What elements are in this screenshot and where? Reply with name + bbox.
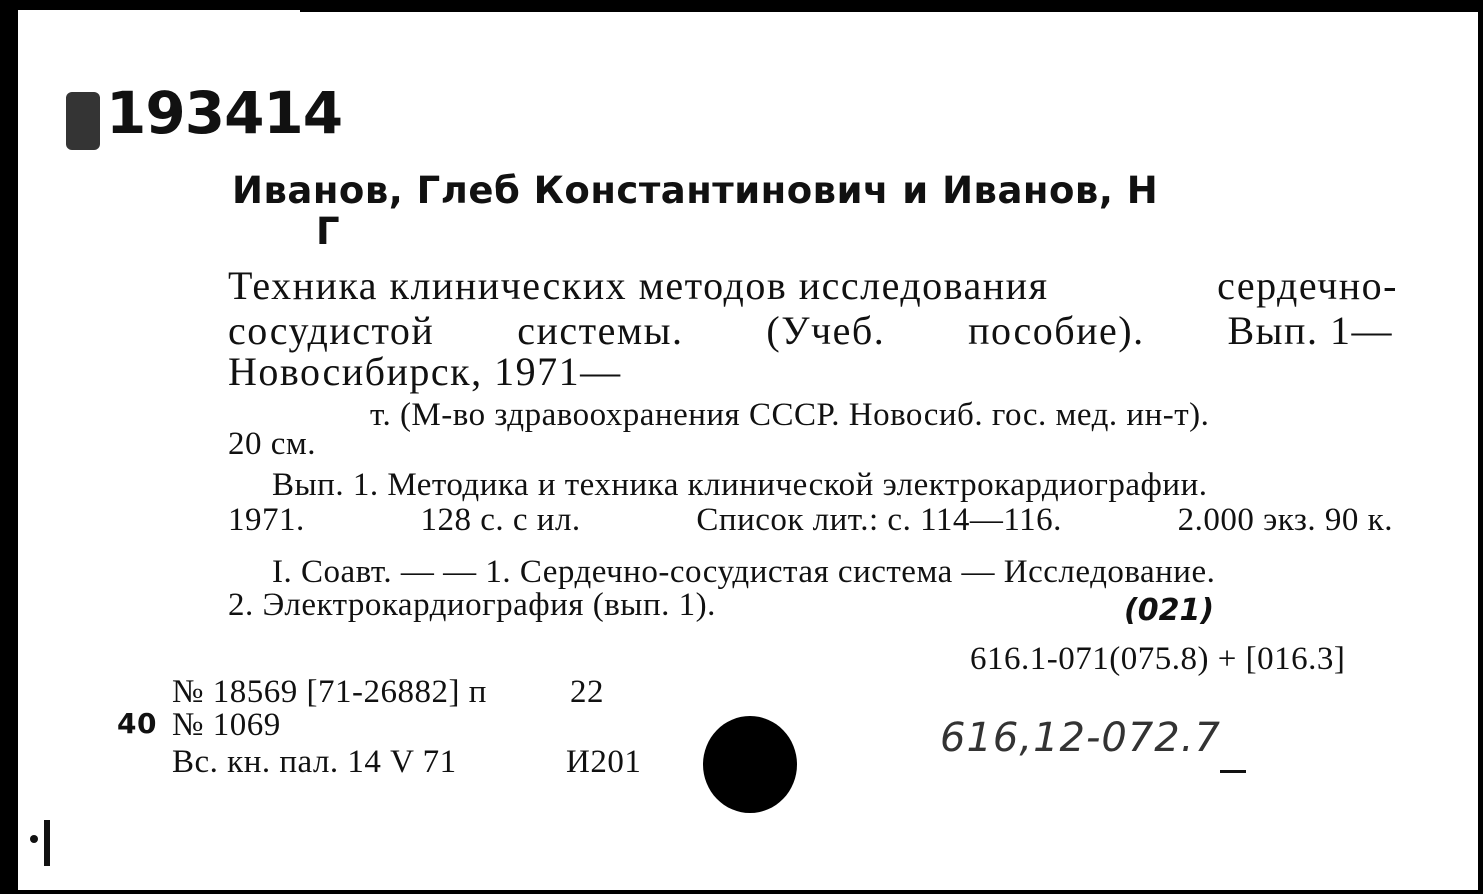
contents-print-run: 2.000 экз. 90 к.: [1177, 502, 1393, 538]
dimensions: 20 см.: [228, 426, 317, 462]
title-word: пособие).: [968, 308, 1145, 353]
edge-mark: [1220, 770, 1246, 773]
tracings-continued: 2. Электрокардиография (вып. 1).: [228, 587, 716, 623]
handwritten-note: (021): [1124, 593, 1215, 628]
book-chamber-code: Вс. кн. пал. 14 V 71: [172, 744, 457, 780]
tracings: I. Соавт. — — 1. Сердечно-сосудистая система — Исследование.: [272, 554, 1216, 590]
edge-mark: [44, 820, 50, 866]
print-code: И201: [566, 744, 642, 780]
edge-mark: [30, 835, 38, 843]
title-text-hyphenated: сердечно-: [1217, 263, 1398, 308]
punch-hole: [703, 716, 797, 813]
contents-note: Вып. 1. Методика и техника клинической электрокардиографии.: [272, 467, 1208, 503]
title-word: системы.: [517, 308, 684, 353]
imprint-line: Новосибирск, 1971—: [228, 349, 622, 394]
record-count: 22: [570, 674, 604, 710]
title-line-2: [228, 308, 1393, 353]
title-text: Техника клинических методов исследования: [228, 263, 1049, 308]
title-word: Вып. 1—: [1227, 308, 1393, 353]
ink-blot: [66, 92, 100, 150]
record-number: № 18569 [71-26882] п: [172, 674, 487, 710]
title-word: (Учеб.: [766, 308, 886, 353]
accession-number: 193414: [106, 79, 343, 147]
author-heading: Иванов, Глеб Константинович и Иванов, Н: [232, 169, 1159, 212]
copy-prefix: 40: [117, 707, 157, 740]
contents-pages: 128 с. с ил.: [420, 502, 581, 538]
contents-year: 1971.: [228, 502, 305, 538]
contents-bibliography: Список лит.: с. 114—116.: [696, 502, 1062, 538]
series-note: т. (М-во здравоохранения СССР. Новосиб. гос. мед. ин-т).: [370, 397, 1210, 433]
udc-classification: 616.1-071(075.8) + [016.3]: [970, 641, 1346, 677]
title-word: сосудистой: [228, 308, 435, 353]
handwritten-udc: 616,12-072.7: [940, 715, 1221, 761]
author-heading-continued: Г: [316, 210, 341, 253]
scan-border-top: [300, 0, 1480, 12]
contents-details: [228, 504, 1393, 537]
copy-number: № 1069: [172, 707, 281, 743]
title-line-1: [228, 263, 1398, 308]
